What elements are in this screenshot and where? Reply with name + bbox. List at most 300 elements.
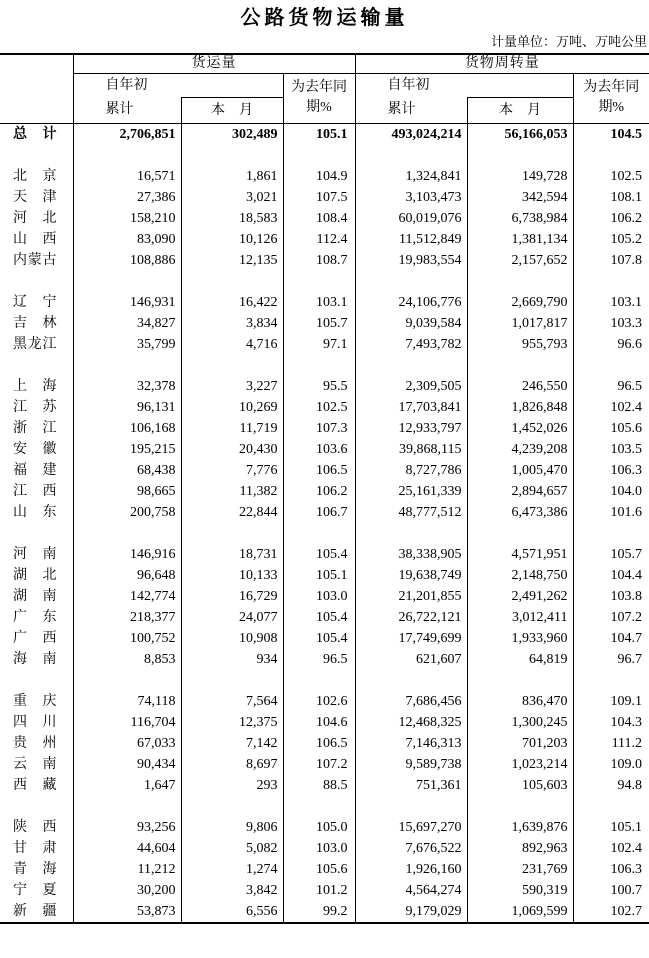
table-cell: 1,861 (181, 166, 283, 187)
table-cell: 74,118 (73, 691, 181, 712)
table-cell: 105.4 (283, 607, 355, 628)
spacer-cell (0, 145, 73, 166)
row-label: 河南 (0, 544, 73, 565)
spacer-cell (573, 145, 649, 166)
row-label: 上海 (0, 376, 73, 397)
table-cell: 621,607 (355, 649, 467, 670)
table-cell: 105.6 (283, 859, 355, 880)
table-cell: 102.6 (283, 691, 355, 712)
table-cell: 107.3 (283, 418, 355, 439)
table-cell: 24,077 (181, 607, 283, 628)
table-cell: 1,647 (73, 775, 181, 796)
table-cell: 105.7 (283, 313, 355, 334)
table-row (0, 544, 649, 565)
table-cell: 107.5 (283, 187, 355, 208)
spacer-cell (283, 355, 355, 376)
spacer-cell (355, 145, 467, 166)
table-cell: 106.2 (610, 210, 643, 226)
table-cell: 9,589,738 (355, 754, 467, 775)
table-row (0, 229, 649, 250)
table-cell: 100.7 (610, 882, 643, 898)
table-cell: 105.6 (610, 420, 643, 436)
row-label: 江苏 (0, 397, 73, 418)
table-row (0, 502, 649, 523)
table-cell: 6,473,386 (467, 502, 573, 523)
table-cell: 17,703,841 (355, 397, 467, 418)
table-cell: 103.0 (283, 586, 355, 607)
table-cell: 96.5 (617, 378, 643, 394)
table-cell: 106,168 (73, 418, 181, 439)
table-cell: 751,361 (355, 775, 467, 796)
table-cell: 246,550 (467, 376, 573, 397)
table-row (0, 250, 649, 271)
table-cell: 16,422 (181, 292, 283, 313)
table-cell: 44,604 (73, 838, 181, 859)
table-cell: 96.6 (617, 336, 643, 352)
table-cell: 109.0 (610, 756, 643, 772)
table-cell: 103.8 (610, 588, 643, 604)
table-row (0, 712, 649, 733)
spacer-cell (0, 271, 73, 292)
table-cell: 9,806 (181, 817, 283, 838)
table-cell: 109.1 (610, 693, 643, 709)
table-row (0, 649, 649, 670)
row-label: 天津 (0, 187, 73, 208)
table-cell: 111.2 (611, 735, 643, 751)
table-cell: 934 (181, 649, 283, 670)
table-cell: 94.8 (617, 777, 643, 793)
row-label: 青海 (0, 859, 73, 880)
table-cell: 18,583 (181, 208, 283, 229)
table-cell: 146,916 (73, 544, 181, 565)
row-label: 广东 (0, 607, 73, 628)
table-cell: 107.2 (610, 609, 643, 625)
table-cell: 1,274 (181, 859, 283, 880)
table-cell: 102.5 (610, 168, 643, 184)
spacer-cell (181, 670, 283, 691)
table-cell: 106.2 (283, 481, 355, 502)
table-cell: 1,069,599 (467, 901, 573, 923)
table-cell: 101.6 (610, 504, 643, 520)
table-cell: 96,648 (73, 565, 181, 586)
table-cell: 106.3 (610, 861, 643, 877)
header-yoy-freight: 为去年同期% (283, 74, 355, 124)
header-this-month: 本 月 (181, 97, 283, 123)
header-spacer (181, 74, 283, 98)
table-cell: 7,676,522 (355, 838, 467, 859)
spacer-cell (0, 355, 73, 376)
table-cell: 104.6 (283, 712, 355, 733)
table-cell: 4,564,274 (355, 880, 467, 901)
table-cell: 10,269 (181, 397, 283, 418)
row-label: 北京 (0, 166, 73, 187)
table-cell: 11,212 (73, 859, 181, 880)
table-cell: 231,769 (467, 859, 573, 880)
spacer-cell (355, 796, 467, 817)
table-cell: 100,752 (73, 628, 181, 649)
spacer-cell (73, 670, 181, 691)
table-cell: 12,375 (181, 712, 283, 733)
spacer-cell (573, 796, 649, 817)
spacer-cell (467, 145, 573, 166)
table-row (0, 187, 649, 208)
spacer-cell (573, 271, 649, 292)
table-cell: 106.7 (283, 502, 355, 523)
table-row (0, 628, 649, 649)
table-cell: 88.5 (283, 775, 355, 796)
table-row (0, 691, 649, 712)
spacer-row (0, 796, 649, 817)
row-label: 宁夏 (0, 880, 73, 901)
table-cell: 3,103,473 (355, 187, 467, 208)
table-cell: 7,146,313 (355, 733, 467, 754)
spacer-cell (73, 796, 181, 817)
table-cell: 105.4 (283, 544, 355, 565)
table-row (0, 880, 649, 901)
row-label: 海南 (0, 649, 73, 670)
table-row (0, 565, 649, 586)
table-cell: 955,793 (467, 334, 573, 355)
table-body (0, 123, 649, 923)
section-header-freight: 货运量 (73, 54, 355, 74)
table-cell: 107.8 (610, 252, 643, 268)
table-cell: 48,777,512 (355, 502, 467, 523)
table-cell: 3,021 (181, 187, 283, 208)
table-cell: 93,256 (73, 817, 181, 838)
header-this-month: 本 月 (467, 97, 573, 123)
table-cell: 95.5 (283, 376, 355, 397)
table-cell: 39,868,115 (355, 439, 467, 460)
table-cell: 10,133 (181, 565, 283, 586)
row-label: 江西 (0, 481, 73, 502)
header-cumulative: 累计 (355, 97, 467, 123)
table-cell: 96.5 (283, 649, 355, 670)
table-cell: 1,005,470 (467, 460, 573, 481)
table-cell: 5,082 (181, 838, 283, 859)
table-cell: 105.1 (283, 123, 355, 145)
table-cell: 106.3 (610, 462, 643, 478)
row-label: 西藏 (0, 775, 73, 796)
header-spacer (467, 74, 573, 98)
table-cell: 10,126 (181, 229, 283, 250)
table-cell: 7,142 (181, 733, 283, 754)
row-label: 辽宁 (0, 292, 73, 313)
table-cell: 4,239,208 (467, 439, 573, 460)
table-row (0, 586, 649, 607)
table-cell: 11,512,849 (355, 229, 467, 250)
row-label: 吉林 (0, 313, 73, 334)
spacer-row (0, 271, 649, 292)
table-row (0, 208, 649, 229)
table-cell: 112.4 (283, 229, 355, 250)
table-cell: 590,319 (467, 880, 573, 901)
table-cell: 493,024,214 (355, 123, 467, 145)
table-cell: 701,203 (467, 733, 573, 754)
table-row (0, 754, 649, 775)
header-yoy-turnover: 为去年同期% (573, 74, 649, 124)
spacer-cell (0, 796, 73, 817)
spacer-cell (181, 523, 283, 544)
table-cell: 17,749,699 (355, 628, 467, 649)
spacer-cell (181, 355, 283, 376)
table-cell: 1,300,245 (467, 712, 573, 733)
spacer-cell (467, 523, 573, 544)
table-cell: 11,719 (181, 418, 283, 439)
table-cell: 68,438 (73, 460, 181, 481)
unit-note: 计量单位：万吨、万吨公里 (490, 34, 647, 49)
table-cell: 104.4 (610, 567, 643, 583)
table-cell: 105.1 (610, 819, 643, 835)
spacer-cell (73, 355, 181, 376)
table-cell: 105.2 (610, 231, 643, 247)
table-cell: 16,571 (73, 166, 181, 187)
table-cell: 105.1 (283, 565, 355, 586)
table-cell: 1,017,817 (467, 313, 573, 334)
table-cell: 83,090 (73, 229, 181, 250)
spacer-cell (283, 271, 355, 292)
spacer-row (0, 670, 649, 691)
row-label: 安徽 (0, 439, 73, 460)
table-cell: 1,452,026 (467, 418, 573, 439)
table-cell: 1,324,841 (355, 166, 467, 187)
table-cell: 6,738,984 (467, 208, 573, 229)
table-cell: 56,166,053 (467, 123, 573, 145)
spacer-cell (0, 670, 73, 691)
table-cell: 104.7 (610, 630, 643, 646)
table-cell: 149,728 (467, 166, 573, 187)
table-row (0, 775, 649, 796)
corner-cell (0, 54, 73, 123)
table-cell: 7,686,456 (355, 691, 467, 712)
table-cell: 2,706,851 (73, 123, 181, 145)
table-cell: 9,039,584 (355, 313, 467, 334)
table-cell: 105,603 (467, 775, 573, 796)
table-cell: 293 (181, 775, 283, 796)
spacer-cell (467, 271, 573, 292)
row-label: 贵州 (0, 733, 73, 754)
table-cell: 4,571,951 (467, 544, 573, 565)
table-cell: 195,215 (73, 439, 181, 460)
table-row (0, 376, 649, 397)
row-label: 内蒙古 (0, 250, 73, 271)
table-cell: 102.4 (610, 840, 643, 856)
table-cell: 106.5 (283, 733, 355, 754)
spacer-cell (73, 145, 181, 166)
row-label: 浙江 (0, 418, 73, 439)
table-cell: 218,377 (73, 607, 181, 628)
table-cell: 12,135 (181, 250, 283, 271)
table-cell: 25,161,339 (355, 481, 467, 502)
table-row (0, 397, 649, 418)
table-cell: 98,665 (73, 481, 181, 502)
table-cell: 104.0 (610, 483, 643, 499)
spacer-cell (181, 271, 283, 292)
table-cell: 24,106,776 (355, 292, 467, 313)
header-row-sections (0, 54, 649, 74)
table-cell: 4,716 (181, 334, 283, 355)
spacer-cell (355, 355, 467, 376)
table-cell: 99.2 (283, 901, 355, 923)
row-label: 广西 (0, 628, 73, 649)
table-cell: 90,434 (73, 754, 181, 775)
spacer-cell (573, 523, 649, 544)
table-row (0, 460, 649, 481)
table-cell: 1,826,848 (467, 397, 573, 418)
table-cell: 11,382 (181, 481, 283, 502)
table-cell: 27,386 (73, 187, 181, 208)
row-label: 湖北 (0, 565, 73, 586)
table-cell: 2,669,790 (467, 292, 573, 313)
spacer-cell (283, 523, 355, 544)
table-cell: 8,697 (181, 754, 283, 775)
table-cell: 22,844 (181, 502, 283, 523)
table-cell: 3,012,411 (467, 607, 573, 628)
table-cell: 1,933,960 (467, 628, 573, 649)
table-cell: 101.2 (283, 880, 355, 901)
table-cell: 104.9 (283, 166, 355, 187)
spacer-cell (467, 796, 573, 817)
table-cell: 12,468,325 (355, 712, 467, 733)
table-row (0, 733, 649, 754)
table-cell: 96.7 (617, 651, 643, 667)
table-cell: 116,704 (73, 712, 181, 733)
table-row (0, 859, 649, 880)
table-cell: 35,799 (73, 334, 181, 355)
table-cell: 12,933,797 (355, 418, 467, 439)
table-cell: 103.3 (610, 315, 643, 331)
table-cell: 1,381,134 (467, 229, 573, 250)
spacer-row (0, 523, 649, 544)
table-cell: 342,594 (467, 187, 573, 208)
row-label: 河北 (0, 208, 73, 229)
freight-table (0, 53, 649, 924)
row-label: 福建 (0, 460, 73, 481)
spacer-cell (355, 670, 467, 691)
spacer-cell (0, 523, 73, 544)
table-cell: 102.4 (610, 399, 643, 415)
spacer-cell (73, 271, 181, 292)
header-cumulative: 累计 (73, 97, 181, 123)
table-cell: 104.5 (610, 126, 643, 142)
table-cell: 1,926,160 (355, 859, 467, 880)
table-cell: 108,886 (73, 250, 181, 271)
table-row (0, 123, 649, 145)
row-label: 甘肃 (0, 838, 73, 859)
table-cell: 53,873 (73, 901, 181, 923)
table-cell: 2,309,505 (355, 376, 467, 397)
spacer-cell (73, 523, 181, 544)
table-row (0, 166, 649, 187)
table-cell: 108.7 (283, 250, 355, 271)
table-cell: 34,827 (73, 313, 181, 334)
table-cell: 3,834 (181, 313, 283, 334)
table-cell: 105.4 (283, 628, 355, 649)
table-cell: 105.0 (283, 817, 355, 838)
table-cell: 302,489 (181, 123, 283, 145)
spacer-cell (283, 145, 355, 166)
table-cell: 7,493,782 (355, 334, 467, 355)
table-cell: 30,200 (73, 880, 181, 901)
row-label: 陕西 (0, 817, 73, 838)
table-cell: 2,491,262 (467, 586, 573, 607)
table-cell: 104.3 (610, 714, 643, 730)
spacer-cell (573, 355, 649, 376)
table-row (0, 334, 649, 355)
table-cell: 103.0 (283, 838, 355, 859)
table-cell: 7,776 (181, 460, 283, 481)
table-row (0, 817, 649, 838)
row-label: 山东 (0, 502, 73, 523)
row-label: 总计 (0, 123, 73, 145)
table-cell: 18,731 (181, 544, 283, 565)
spacer-cell (181, 145, 283, 166)
table-cell: 19,983,554 (355, 250, 467, 271)
table-cell: 21,201,855 (355, 586, 467, 607)
table-cell: 108.1 (610, 189, 643, 205)
table-cell: 142,774 (73, 586, 181, 607)
row-label: 四川 (0, 712, 73, 733)
row-label: 山西 (0, 229, 73, 250)
table-cell: 15,697,270 (355, 817, 467, 838)
table-cell: 38,338,905 (355, 544, 467, 565)
spacer-cell (283, 670, 355, 691)
table-cell: 103.1 (283, 292, 355, 313)
table-cell: 2,894,657 (467, 481, 573, 502)
table-cell: 108.4 (283, 208, 355, 229)
table-row (0, 313, 649, 334)
table-cell: 103.5 (610, 441, 643, 457)
section-header-turnover: 货物周转量 (355, 54, 649, 74)
page-title: 公路货物运输量 (240, 7, 409, 29)
table-cell: 64,819 (467, 649, 573, 670)
table-cell: 105.7 (610, 546, 643, 562)
spacer-cell (467, 355, 573, 376)
header-since-start: 自年初 (387, 78, 430, 93)
table-header (0, 54, 649, 123)
table-cell: 67,033 (73, 733, 181, 754)
table-row (0, 292, 649, 313)
table-cell: 8,853 (73, 649, 181, 670)
table-cell: 102.5 (283, 397, 355, 418)
table-row (0, 439, 649, 460)
table-row (0, 607, 649, 628)
table-cell: 26,722,121 (355, 607, 467, 628)
table-cell: 8,727,786 (355, 460, 467, 481)
table-cell: 2,148,750 (467, 565, 573, 586)
table-cell: 892,963 (467, 838, 573, 859)
table-cell: 146,931 (73, 292, 181, 313)
row-label: 湖南 (0, 586, 73, 607)
spacer-cell (467, 670, 573, 691)
table-cell: 102.7 (610, 903, 643, 919)
table-cell: 6,556 (181, 901, 283, 923)
table-cell: 107.2 (283, 754, 355, 775)
spacer-row (0, 145, 649, 166)
table-cell: 200,758 (73, 502, 181, 523)
table-cell: 2,157,652 (467, 250, 573, 271)
table-row (0, 481, 649, 502)
table-cell: 7,564 (181, 691, 283, 712)
table-cell: 1,023,214 (467, 754, 573, 775)
row-label: 新疆 (0, 901, 73, 923)
row-label: 云南 (0, 754, 73, 775)
table-cell: 1,639,876 (467, 817, 573, 838)
spacer-cell (181, 796, 283, 817)
spacer-cell (573, 670, 649, 691)
spacer-cell (355, 523, 467, 544)
table-cell: 10,908 (181, 628, 283, 649)
table-row (0, 838, 649, 859)
